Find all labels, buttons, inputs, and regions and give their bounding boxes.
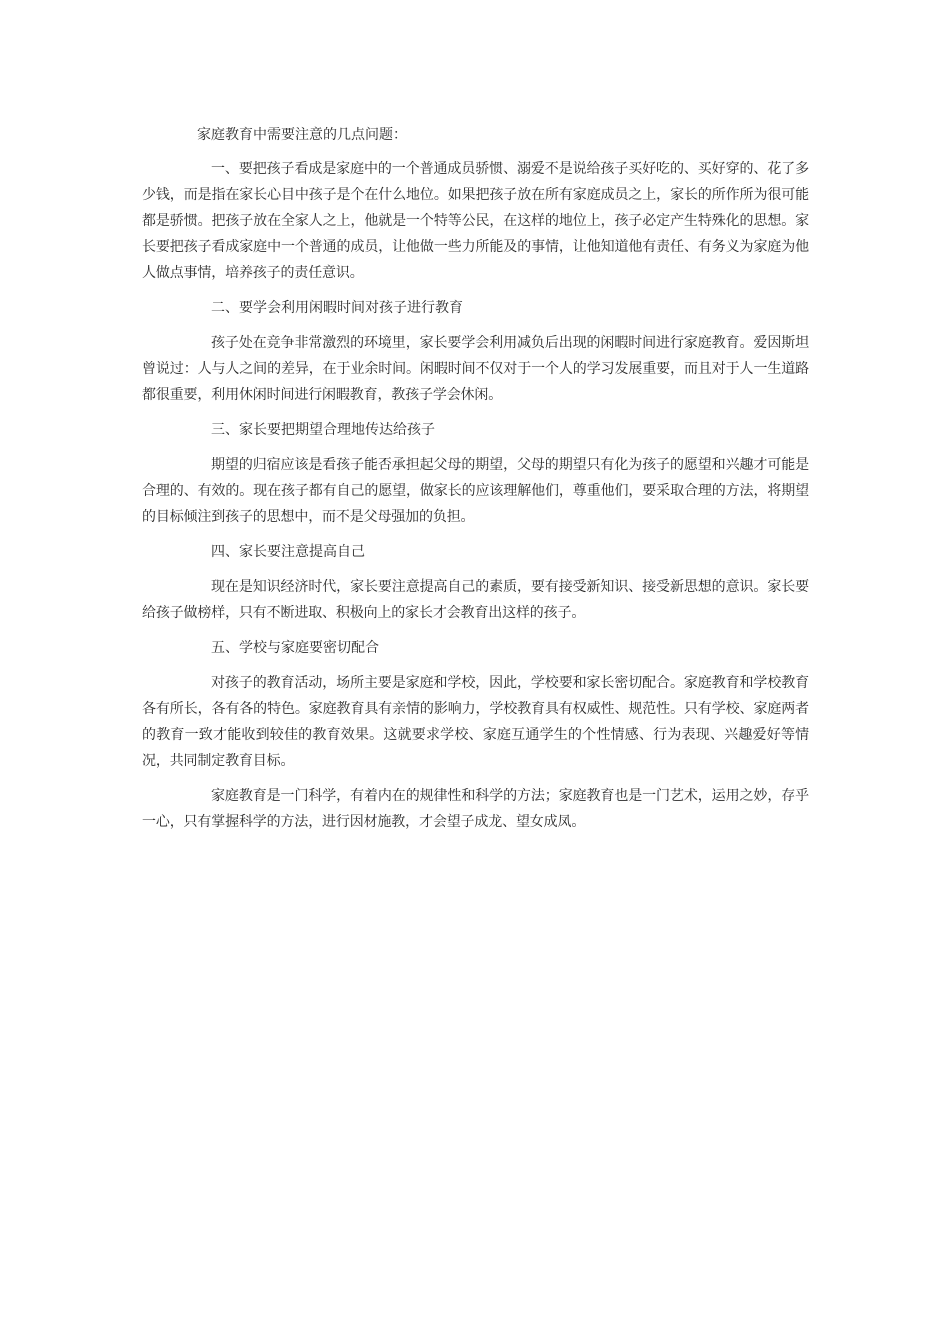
paragraph-2: 孩子处在竞争非常激烈的环境里，家长要学会利用减负后出现的闲暇时间进行家庭教育。爱因斯坦曾说过：人与人之间的差异，在于业余时间。闲暇时间不仅对于一个人的学习发展重要，而且对于人一生道路都很重要，利用休闲时间进行闲暇教育，教孩子学会休闲。 [142,335,809,403]
section-heading-4: 四、家长要注意提高自己 [211,544,365,560]
section-heading-3: 三、家长要把期望合理地传达给孩子 [211,422,435,438]
section-heading-2: 二、要学会利用闲暇时间对孩子进行教育 [211,300,463,316]
paragraph-1: 一、要把孩子看成是家庭中的一个普通成员骄惯、溺爱不是说给孩子买好吃的、买好穿的、花了多少钱，而是指在家长心目中孩子是个在什么地位。如果把孩子放在所有家庭成员之上，家长的所作所为很可能都是骄惯。把孩子放在全家人之上，他就是一个特等公民，在这样的地位上，孩子必定产生特殊化的思想。家长要把孩子看成家庭中一个普通的成员，让他做一些力所能及的事情，让他知道他有责任、有务义为家庭为他人做点事情，培养孩子的责任意识。 [142,161,809,281]
paragraph-6: 家庭教育是一门科学，有着内在的规律性和科学的方法；家庭教育也是一门艺术，运用之妙，存乎一心，只有掌握科学的方法，进行因材施教，才会望子成龙、望女成凤。 [142,788,809,830]
paragraph-4: 现在是知识经济时代，家长要注意提高自己的素质，要有接受新知识、接受新思想的意识。家长要给孩子做榜样，只有不断进取、积极向上的家长才会教育出这样的孩子。 [142,579,809,621]
document-title: 家庭教育中需要注意的几点问题： [197,127,407,143]
paragraph-3: 期望的归宿应该是看孩子能否承担起父母的期望，父母的期望只有化为孩子的愿望和兴趣才可能是合理的、有效的。现在孩子都有自己的愿望，做家长的应该理解他们，尊重他们，要采取合理的方法，将期望的目标倾注到孩子的思想中，而不是父母强加的负担。 [142,457,809,525]
paragraph-5: 对孩子的教育活动，场所主要是家庭和学校，因此，学校要和家长密切配合。家庭教育和学校教育各有所长，各有各的特色。家庭教育具有亲情的影响力，学校教育具有权威性、规范性。只有学校、家庭两者的教育一致才能收到较佳的教育效果。这就要求学校、家庭互通学生的个性情感、行为表现、兴趣爱好等情况，共同制定教育目标。 [142,675,809,769]
document-page [142,122,809,844]
section-heading-5: 五、学校与家庭要密切配合 [211,640,379,656]
